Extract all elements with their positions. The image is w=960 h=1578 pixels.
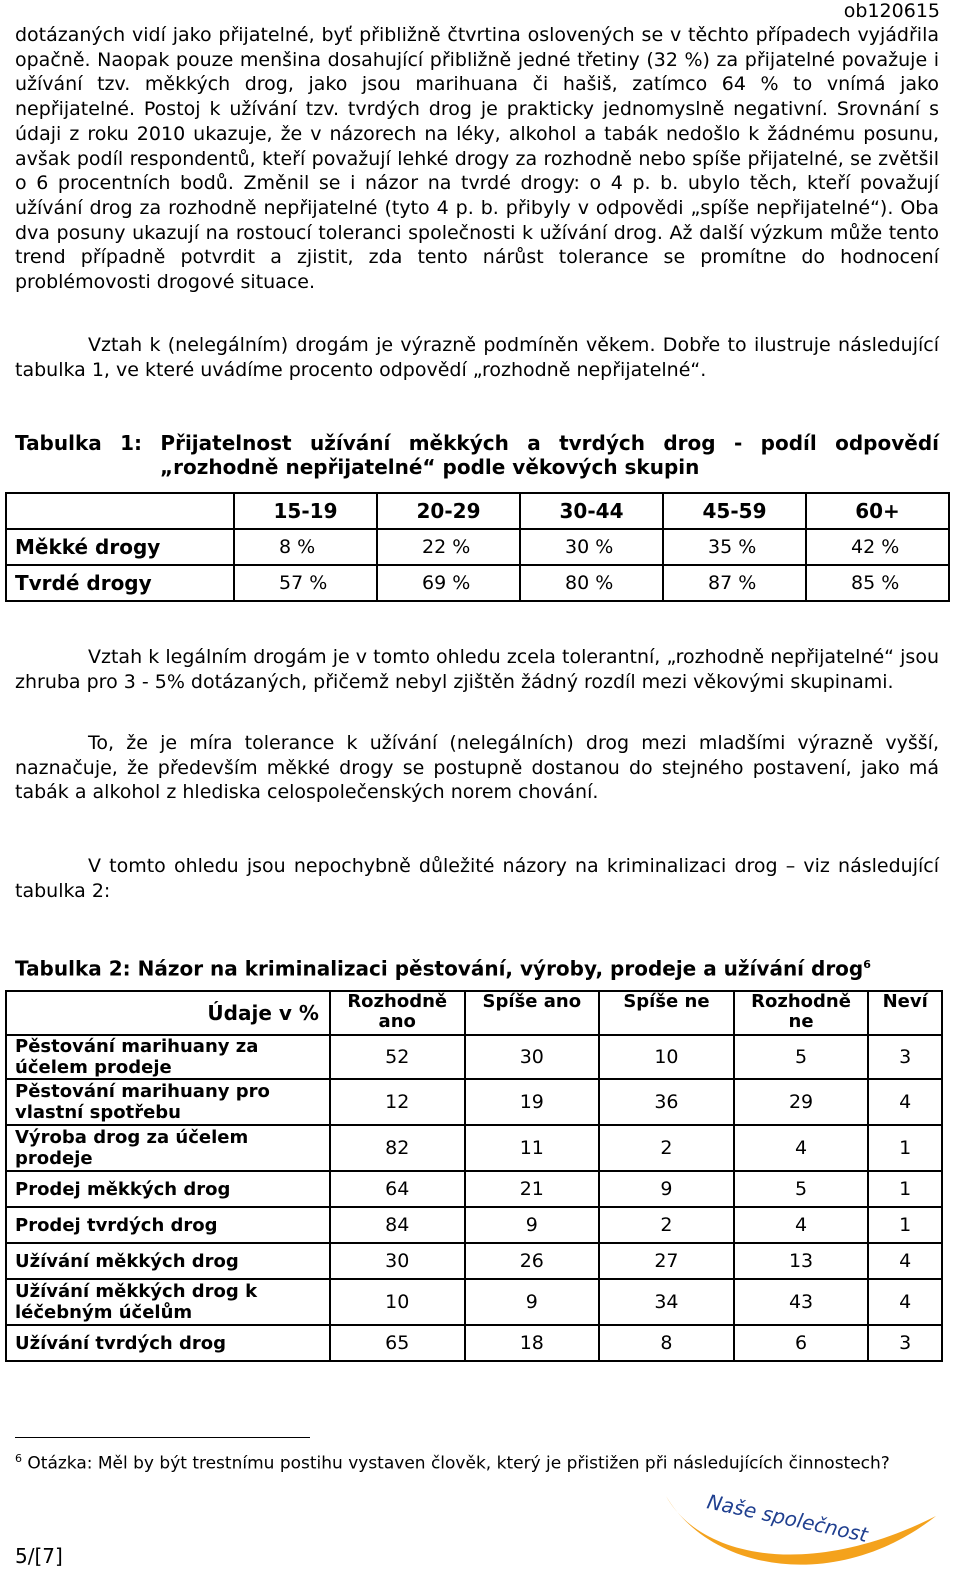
table2-cell: 84 xyxy=(330,1207,465,1243)
table-row xyxy=(6,1079,942,1125)
table2-cell: 10 xyxy=(330,1279,465,1325)
table1-caption xyxy=(15,431,939,479)
table2-cell: 12 xyxy=(330,1079,465,1125)
table2-row-label: Pěstování marihuany pro vlastní spotřebu xyxy=(6,1079,330,1125)
table2-cell: 3 xyxy=(868,1325,942,1361)
table1-cell: 69 % xyxy=(377,565,520,601)
table1-cell: 85 % xyxy=(806,565,949,601)
table2-cell: 1 xyxy=(868,1207,942,1243)
table1-header: 20-29 xyxy=(377,493,520,529)
table1-cell: 80 % xyxy=(520,565,663,601)
table2-row-label: Prodej tvrdých drog xyxy=(6,1207,330,1243)
table2-cell: 65 xyxy=(330,1325,465,1361)
table2-cell: 34 xyxy=(599,1279,734,1325)
table1-caption-line2: „rozhodně nepřijatelné“ podle věkových skupin xyxy=(160,455,700,479)
footnote-ref: 6 xyxy=(863,958,871,971)
table1-cell: 35 % xyxy=(663,529,806,565)
table1-corner xyxy=(6,493,234,529)
table1-cell: 87 % xyxy=(663,565,806,601)
table2-cell: 10 xyxy=(599,1035,734,1079)
table1-row-label: Měkké drogy xyxy=(6,529,234,565)
table2-cell: 6 xyxy=(734,1325,869,1361)
table1-row-label: Tvrdé drogy xyxy=(6,565,234,601)
table2-cell: 30 xyxy=(465,1035,600,1079)
table2-cell: 36 xyxy=(599,1079,734,1125)
table2-header-row xyxy=(6,991,942,1035)
table2-cell: 5 xyxy=(734,1171,869,1207)
table2-cell: 9 xyxy=(599,1171,734,1207)
table2-cell: 21 xyxy=(465,1171,600,1207)
table2-row-label: Užívání měkkých drog xyxy=(6,1243,330,1279)
table-row xyxy=(6,1171,942,1207)
table2-cell: 13 xyxy=(734,1243,869,1279)
table2-cell: 8 xyxy=(599,1325,734,1361)
table2-cell: 30 xyxy=(330,1243,465,1279)
table-row xyxy=(6,1279,942,1325)
table2-cell: 9 xyxy=(465,1279,600,1325)
footnote-marker: 6 xyxy=(15,1452,22,1465)
paragraph-1: dotázaných vidí jako přijatelné, byť přibližně čtvrtina oslovených se v těchto případech vyjádřila opačně. Naopak pouze menšina dosahující přibližně jedné třetiny (32 %) za přijatelné považuje i užívání tzv. měkkých drog, jako jsou marihuana či hašiš, zatímco 64 % to vnímá jako nepřijatelné. Postoj k užívání tzv. tvrdých drog je prakticky jednomyslně negativní. Srovnání s údaji z roku 2010 ukazuje, že v názorech na léky, alkohol a tabák nedošlo k žádnému posunu, avšak podíl respondentů, kteří považují lehké drogy za rozhodně nebo spíše přijatelné, se zvětšil o 6 procentních bodů. Změnil se i názor na tvrdé drogy: o 4 p. b. ubylo těch, kteří považují užívání drog za rozhodně nepřijatelné (tyto 4 p. b. přibyly v odpovědi „spíše nepřijatelné“). Oba dva posuny ukazují na rostoucí toleranci společnosti k užívání drog. Až další výzkum může tento trend případně potvrdit a zjistit, zda tento nárůst tolerance se promítne do hodnocení problémovosti drogové situace. xyxy=(15,24,939,294)
table1-cell: 42 % xyxy=(806,529,949,565)
table2-caption xyxy=(15,953,939,981)
page-number: 5/[7] xyxy=(15,1544,63,1568)
table2-cell: 9 xyxy=(465,1207,600,1243)
footnote-rule xyxy=(15,1437,310,1438)
table2-cell: 82 xyxy=(330,1125,465,1171)
paragraph-5: V tomto ohledu jsou nepochybně důležité názory na kriminalizaci drog – viz následující tabulka 2: xyxy=(15,855,939,902)
table2-cell: 2 xyxy=(599,1125,734,1171)
table2-cell: 11 xyxy=(465,1125,600,1171)
table2-cell: 52 xyxy=(330,1035,465,1079)
table2 xyxy=(5,990,943,1362)
table1-cell: 22 % xyxy=(377,529,520,565)
table-row xyxy=(6,1125,942,1171)
table2-header: Rozhodně ano xyxy=(330,991,465,1035)
table-row xyxy=(6,565,949,601)
table2-cell: 4 xyxy=(868,1279,942,1325)
table2-row-label: Prodej měkkých drog xyxy=(6,1171,330,1207)
table-row xyxy=(6,1325,942,1361)
table2-cell: 5 xyxy=(734,1035,869,1079)
table2-cell: 64 xyxy=(330,1171,465,1207)
table-row xyxy=(6,1207,942,1243)
footnote-text: Otázka: Měl by být trestnímu postihu vystaven člověk, který je přistižen při následujících činnostech? xyxy=(27,1453,890,1474)
table2-row-label: Užívání tvrdých drog xyxy=(6,1325,330,1361)
table2-header: Rozhodně ne xyxy=(734,991,869,1035)
table-row xyxy=(6,1243,942,1279)
table2-header: Neví xyxy=(868,991,942,1035)
table1-header: 60+ xyxy=(806,493,949,529)
table2-cell: 29 xyxy=(734,1079,869,1125)
table2-cell: 1 xyxy=(868,1171,942,1207)
table2-cell: 3 xyxy=(868,1035,942,1079)
table1-header: 30-44 xyxy=(520,493,663,529)
table2-cell: 4 xyxy=(734,1125,869,1171)
table-row xyxy=(6,529,949,565)
table2-row-label: Výroba drog za účelem prodeje xyxy=(6,1125,330,1171)
logo-text: Naše společnost xyxy=(704,1489,871,1547)
table1-caption-line1: Tabulka 1: Přijatelnost užívání měkkých a tvrdých drog - podíl odpovědí xyxy=(15,431,939,455)
table2-cell: 4 xyxy=(868,1243,942,1279)
footnote xyxy=(15,1448,939,1475)
table1 xyxy=(5,492,950,602)
table2-row-label: Pěstování marihuany za účelem prodeje xyxy=(6,1035,330,1079)
table2-caption-text: Tabulka 2: Názor na kriminalizaci pěstování, výroby, prodeje a užívání drog xyxy=(15,956,864,981)
table1-header: 45-59 xyxy=(663,493,806,529)
table2-cell: 2 xyxy=(599,1207,734,1243)
page-id: ob120615 xyxy=(843,0,940,22)
table2-cell: 4 xyxy=(868,1079,942,1125)
paragraph-4: To, že je míra tolerance k užívání (nelegálních) drog mezi mladšími výrazně vyšší, naznačuje, že především měkké drogy se postupně dostanou do stejného postavení, jako má tabák a alkohol z hlediska celospolečenských norem chování. xyxy=(15,732,939,804)
table-row xyxy=(6,1035,942,1079)
table2-cell: 18 xyxy=(465,1325,600,1361)
table2-cell: 43 xyxy=(734,1279,869,1325)
table2-row-label: Užívání měkkých drog k léčebným účelům xyxy=(6,1279,330,1325)
table2-header: Spíše ano xyxy=(465,991,600,1035)
table2-cell: 1 xyxy=(868,1125,942,1171)
table1-header-row xyxy=(6,493,949,529)
table2-cell: 27 xyxy=(599,1243,734,1279)
table2-cell: 4 xyxy=(734,1207,869,1243)
table1-cell: 8 % xyxy=(234,529,377,565)
logo-nase-spolecnost xyxy=(660,1488,942,1576)
paragraph-3: Vztah k legálním drogám je v tomto ohledu zcela tolerantní, „rozhodně nepřijatelné“ jsou zhruba pro 3 - 5% dotázaných, přičemž nebyl zjištěn žádný rozdíl mezi věkovými skupinami. xyxy=(15,646,939,693)
paragraph-2: Vztah k (nelegálním) drogám je výrazně podmíněn věkem. Dobře to ilustruje následující tabulka 1, ve které uvádíme procento odpovědí „rozhodně nepřijatelné“. xyxy=(15,334,939,381)
table2-cell: 19 xyxy=(465,1079,600,1125)
table1-cell: 57 % xyxy=(234,565,377,601)
table2-cell: 26 xyxy=(465,1243,600,1279)
table2-corner: Údaje v % xyxy=(6,991,330,1035)
table1-cell: 30 % xyxy=(520,529,663,565)
table1-header: 15-19 xyxy=(234,493,377,529)
table2-header: Spíše ne xyxy=(599,991,734,1035)
